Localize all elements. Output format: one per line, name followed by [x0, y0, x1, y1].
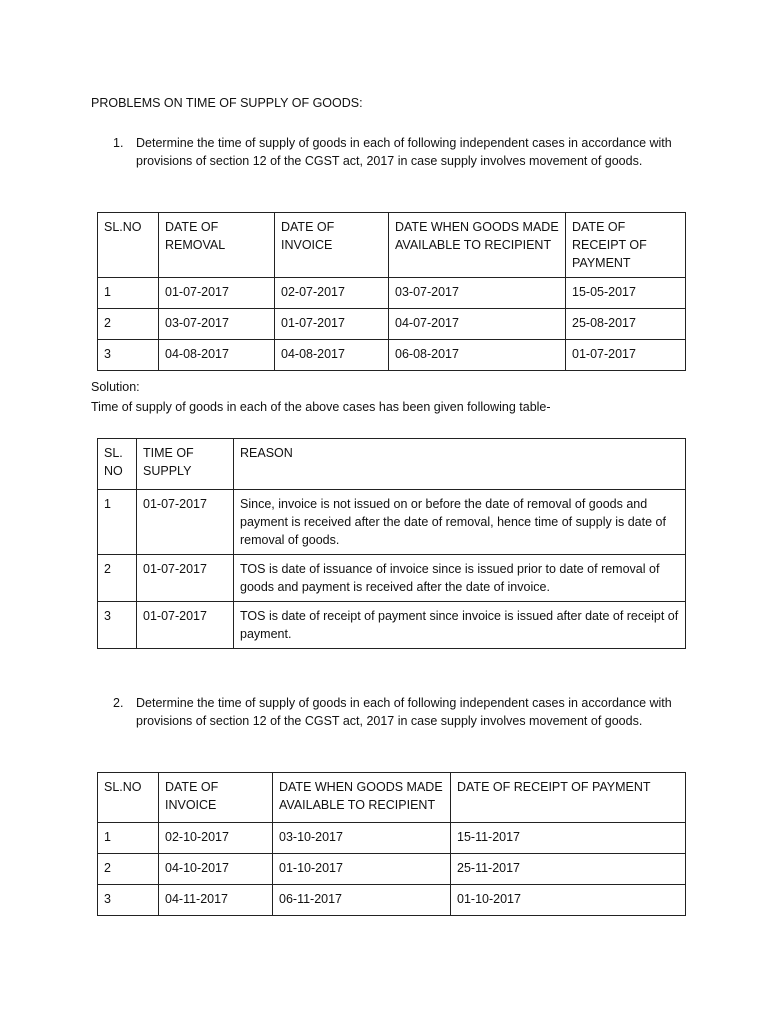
- table-cell: 15-11-2017: [451, 823, 686, 854]
- header-cell: DATE WHEN GOODS MADE AVAILABLE TO RECIPIENT: [273, 773, 451, 823]
- table-cell: 06-11-2017: [273, 885, 451, 916]
- question-text: Determine the time of supply of goods in each of following independent cases in accordance with provisions of section 12 of the CGST act, 2017 in case supply involves movement of goods.: [136, 696, 672, 728]
- table-cell: Since, invoice is not issued on or before the date of removal of goods and payment is received after the date of removal, hence time of supply is date of removal of goods.: [234, 490, 686, 555]
- table-cell: 2: [98, 555, 137, 602]
- table-cell: 02-07-2017: [275, 278, 389, 309]
- table-row: [98, 340, 686, 371]
- table-cell: 1: [98, 490, 137, 555]
- table-cell: 01-07-2017: [137, 555, 234, 602]
- table-cell: 3: [98, 885, 159, 916]
- table-cell: 01-07-2017: [275, 309, 389, 340]
- table-cell: 01-07-2017: [566, 340, 686, 371]
- table-cell: 04-08-2017: [159, 340, 275, 371]
- question-number: 2.: [113, 696, 124, 710]
- table-cell: 25-08-2017: [566, 309, 686, 340]
- table-row: [98, 490, 686, 555]
- table-cell: 1: [98, 823, 159, 854]
- table-cell: 04-10-2017: [159, 854, 273, 885]
- header-cell: DATE WHEN GOODS MADE AVAILABLE TO RECIPIENT: [389, 213, 566, 278]
- header-cell: REASON: [234, 439, 686, 490]
- question-text: Determine the time of supply of goods in each of following independent cases in accordance with provisions of section 12 of the CGST act, 2017 in case supply involves movement of goods.: [136, 136, 672, 168]
- table-cell: TOS is date of receipt of payment since invoice is issued after date of receipt of payment.: [234, 602, 686, 649]
- table-cell: 01-07-2017: [137, 602, 234, 649]
- table-row: [98, 309, 686, 340]
- header-cell: SL.NO: [98, 439, 137, 490]
- header-cell: DATE OF REMOVAL: [159, 213, 275, 278]
- table-cell: 03-07-2017: [159, 309, 275, 340]
- table-cell: 03-07-2017: [389, 278, 566, 309]
- table-row: [98, 854, 686, 885]
- table-cell: 3: [98, 602, 137, 649]
- header-cell: DATE OF RECEIPT OF PAYMENT: [451, 773, 686, 823]
- header-cell: SL.NO: [98, 773, 159, 823]
- table-solution: [97, 438, 686, 649]
- table-cell: 02-10-2017: [159, 823, 273, 854]
- table-header-row: [98, 213, 686, 278]
- table-cell: 03-10-2017: [273, 823, 451, 854]
- question-number: 1.: [113, 136, 124, 150]
- table-row: [98, 602, 686, 649]
- table-cell: TOS is date of issuance of invoice since is issued prior to date of removal of goods and payment is received after the date of invoice.: [234, 555, 686, 602]
- header-cell: DATE OF RECEIPT OF PAYMENT: [566, 213, 686, 278]
- table-row: [98, 278, 686, 309]
- table-cell: 01-10-2017: [451, 885, 686, 916]
- solution-intro: Time of supply of goods in each of the above cases has been given following table-: [91, 400, 551, 414]
- table-cell: 2: [98, 309, 159, 340]
- header-cell: SL.NO: [98, 213, 159, 278]
- table-row: [98, 823, 686, 854]
- table-cell: 15-05-2017: [566, 278, 686, 309]
- table-cell: 06-08-2017: [389, 340, 566, 371]
- solution-label: Solution:: [91, 380, 140, 394]
- table-header-row: [98, 773, 686, 823]
- header-cell: DATE OF INVOICE: [159, 773, 273, 823]
- table-cell: 01-10-2017: [273, 854, 451, 885]
- table-time-of-supply-cases-1: [97, 212, 686, 371]
- header-cell: DATE OF INVOICE: [275, 213, 389, 278]
- page-title: PROBLEMS ON TIME OF SUPPLY OF GOODS:: [91, 96, 363, 110]
- table-cell: 01-07-2017: [137, 490, 234, 555]
- table-row: [98, 555, 686, 602]
- table-cell: 1: [98, 278, 159, 309]
- table-cell: 25-11-2017: [451, 854, 686, 885]
- table-cell: 04-11-2017: [159, 885, 273, 916]
- table-cell: 04-07-2017: [389, 309, 566, 340]
- table-cell: 3: [98, 340, 159, 371]
- table-time-of-supply-cases-2: [97, 772, 686, 916]
- table-cell: 04-08-2017: [275, 340, 389, 371]
- table-cell: 2: [98, 854, 159, 885]
- header-cell: TIME OF SUPPLY: [137, 439, 234, 490]
- table-cell: 01-07-2017: [159, 278, 275, 309]
- table-header-row: [98, 439, 686, 490]
- table-row: [98, 885, 686, 916]
